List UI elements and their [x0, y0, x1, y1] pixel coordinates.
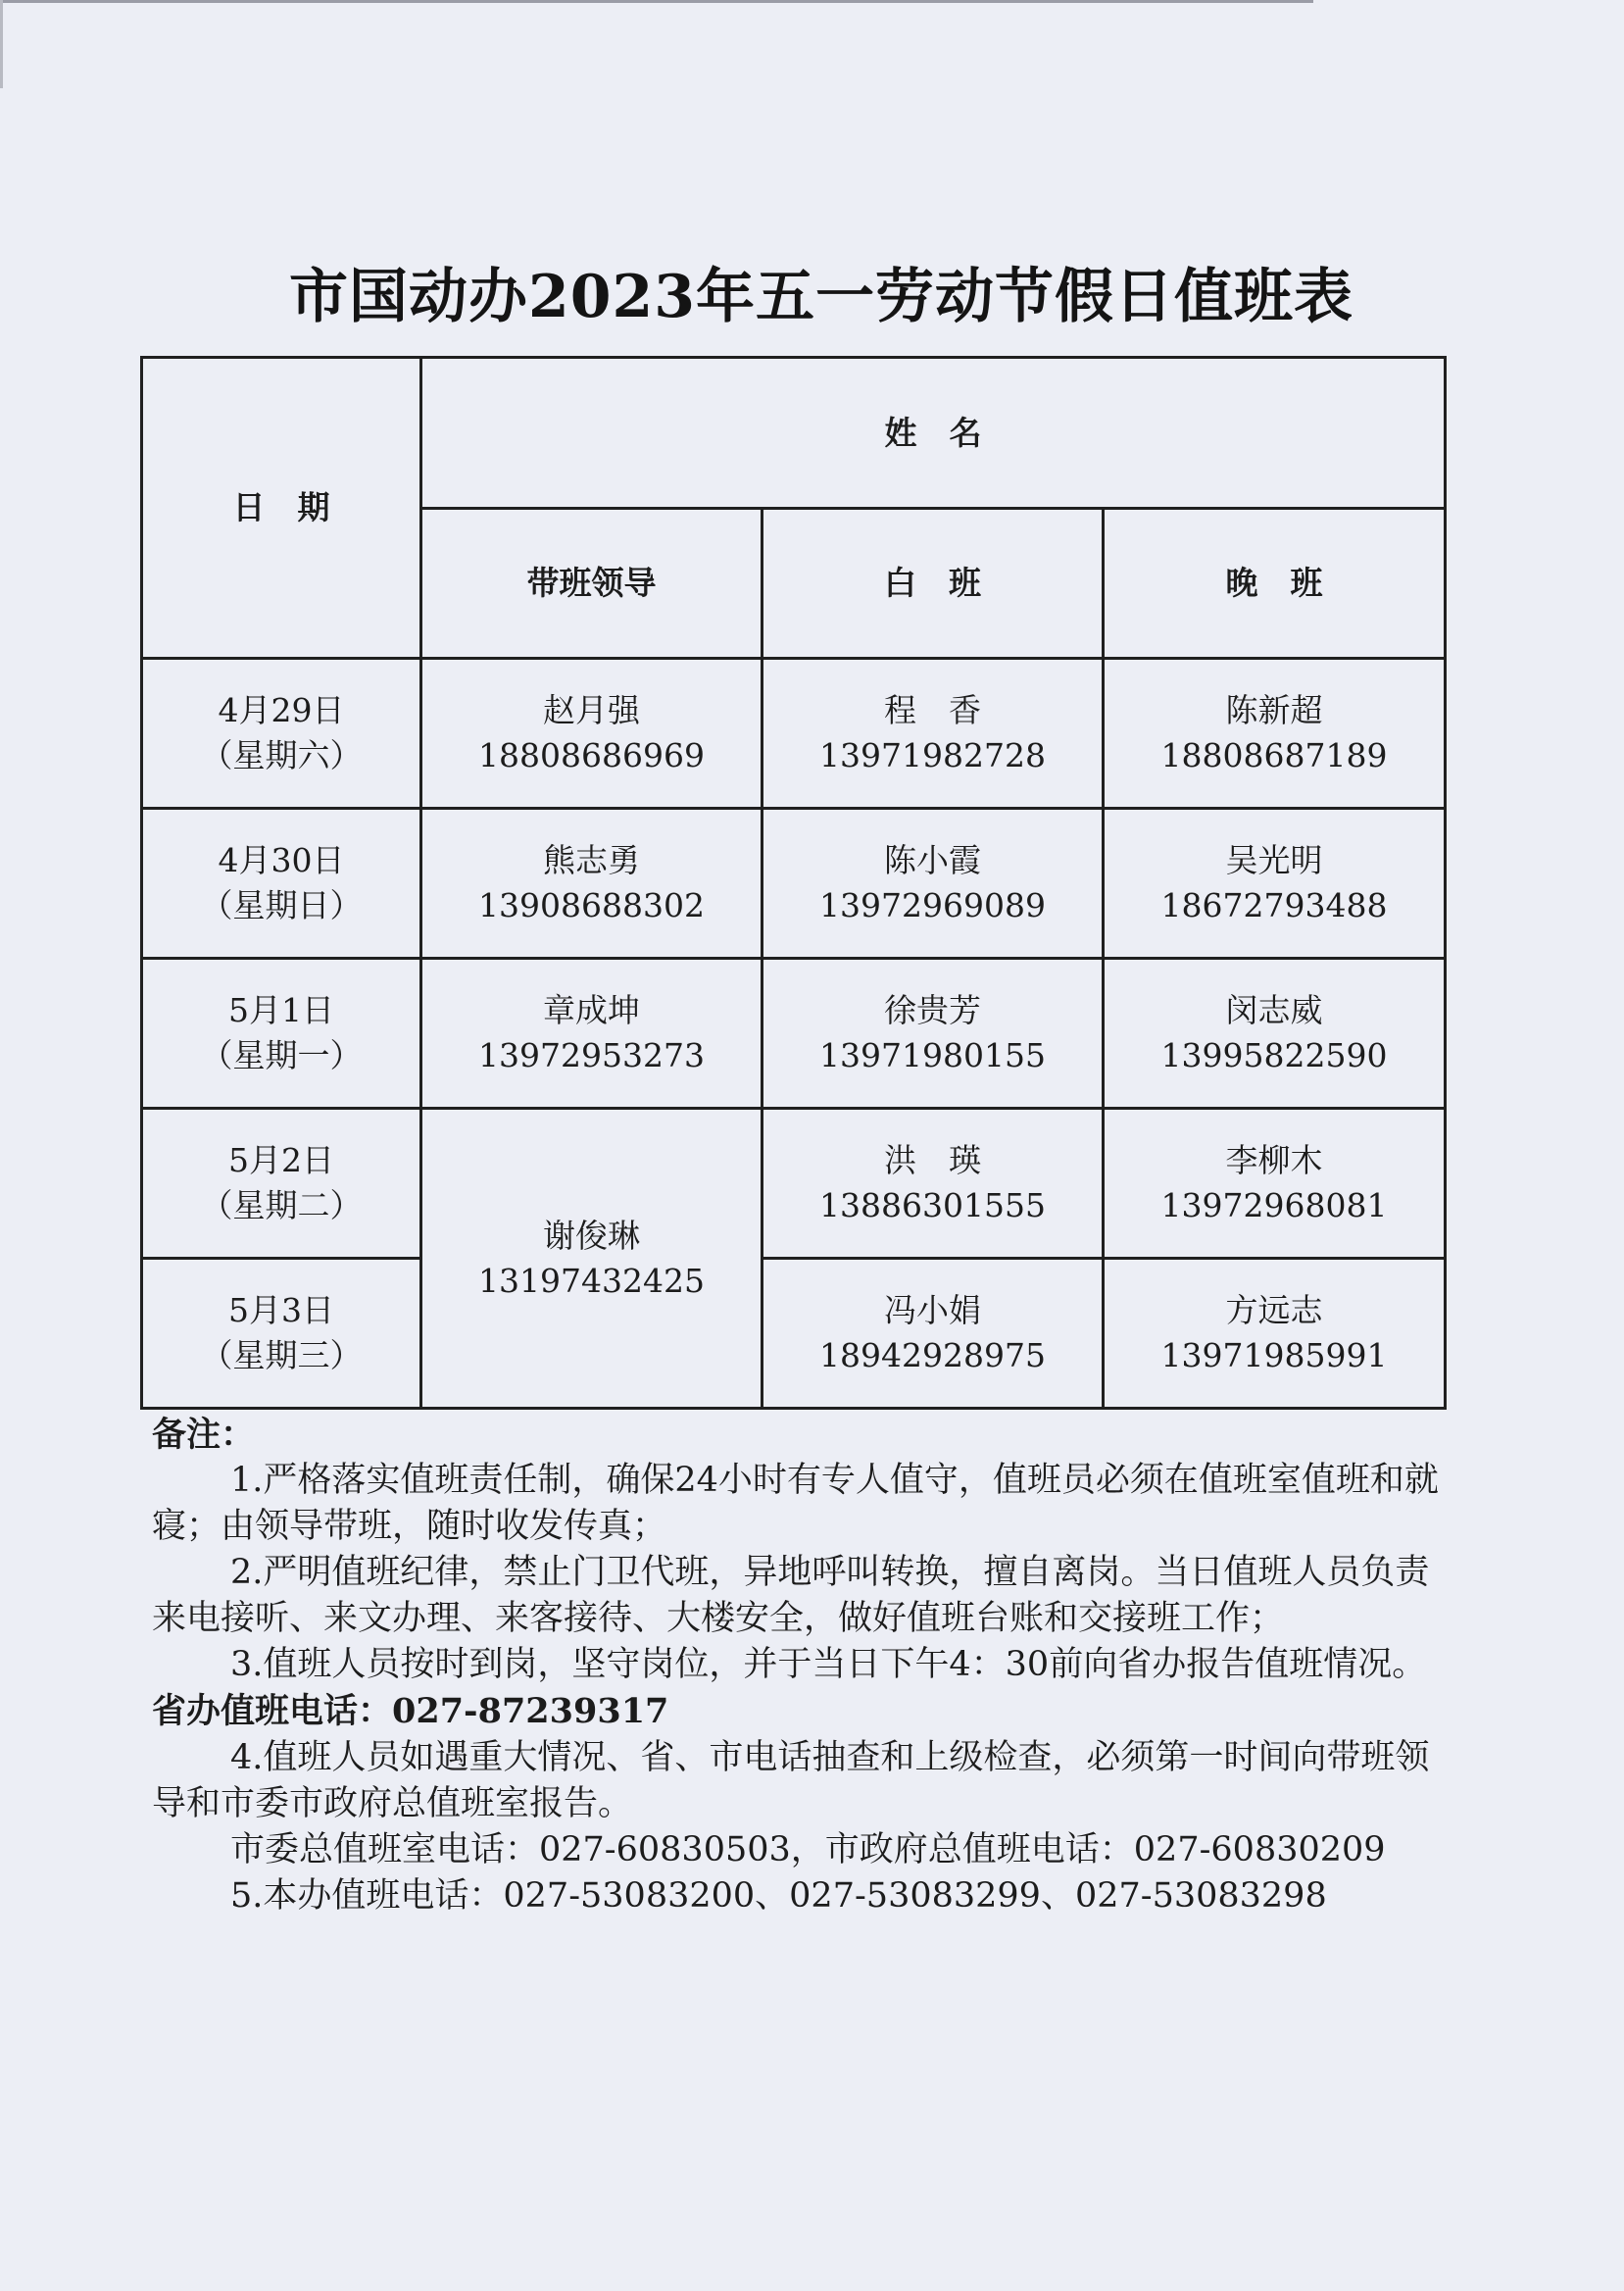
- leader-cell: [421, 959, 763, 1109]
- date-cell: [142, 659, 421, 809]
- weekday: （星期二）: [200, 1186, 363, 1224]
- table-row: [142, 1109, 1446, 1259]
- day-shift-phone: 18942928975: [819, 1336, 1046, 1374]
- header-row-1: [142, 358, 1446, 509]
- note-3: [152, 1642, 1455, 1735]
- date: 4月30日: [218, 841, 345, 879]
- leader-cell: [421, 659, 763, 809]
- night-shift-cell: [1104, 659, 1446, 809]
- leader-phone: 13197432425: [478, 1261, 705, 1300]
- leader-phone: 18808686969: [478, 736, 705, 774]
- day-shift-cell: [763, 1109, 1104, 1259]
- day-shift-cell: [763, 1259, 1104, 1409]
- day-shift-name: 洪 瑛: [884, 1141, 981, 1179]
- notes-section: [152, 1412, 1455, 1919]
- weekday: （星期六）: [200, 736, 363, 774]
- leader-name: 熊志勇: [543, 841, 640, 879]
- night-shift-phone: 18672793488: [1160, 886, 1388, 924]
- night-shift-phone: 13971985991: [1160, 1336, 1388, 1374]
- leader-name: 赵月强: [543, 691, 640, 729]
- night-shift-phone: 18808687189: [1160, 736, 1388, 774]
- date-cell: [142, 1259, 421, 1409]
- page-title: 市国动办2023年五一劳动节假日值班表: [289, 263, 1353, 331]
- note-1: 1.严格落实值班责任制，确保24小时有专人值守，值班员必须在值班室值班和就寝；由领导带班，随时收发传真；: [152, 1461, 1439, 1546]
- leader-name: 章成坤: [543, 991, 640, 1029]
- night-shift-name: 方远志: [1225, 1291, 1323, 1329]
- date: 4月29日: [218, 691, 345, 729]
- page-edge: [0, 0, 1313, 3]
- night-shift-name: 李柳木: [1225, 1141, 1323, 1179]
- night-shift-header: 晚 班: [1104, 509, 1446, 659]
- night-shift-cell: [1104, 1109, 1446, 1259]
- table-row: [142, 659, 1446, 809]
- day-shift-header: 白 班: [763, 509, 1104, 659]
- day-shift-cell: [763, 809, 1104, 959]
- page-edge-left: [0, 0, 3, 88]
- leader-header: 带班领导: [421, 509, 763, 659]
- note-4: 4.值班人员如遇重大情况、省、市电话抽查和上级检查，必须第一时间向带班领导和市委市政府总值班室报告。: [152, 1738, 1430, 1823]
- note-3-text: 3.值班人员按时到岗，坚守岗位，并于当日下午4：30前向省办报告值班情况。: [230, 1645, 1427, 1684]
- name-header: 姓 名: [421, 358, 1446, 509]
- provincial-duty-phone: 省办值班电话：027-87239317: [152, 1691, 669, 1731]
- day-shift-name: 冯小娟: [884, 1291, 981, 1329]
- night-shift-name: 吴光明: [1225, 841, 1323, 879]
- date: 5月3日: [228, 1291, 334, 1329]
- leader-cell-merged: [421, 1109, 763, 1409]
- table-row: [142, 959, 1446, 1109]
- weekday: （星期一）: [200, 1036, 363, 1074]
- date-cell: [142, 1109, 421, 1259]
- leader-phone: 13908688302: [478, 886, 705, 924]
- leader-phone: 13972953273: [478, 1036, 705, 1074]
- night-shift-phone: 13972968081: [1160, 1186, 1388, 1224]
- table-row: [142, 1259, 1446, 1409]
- date: 5月2日: [228, 1141, 334, 1179]
- night-shift-cell: [1104, 959, 1446, 1109]
- day-shift-phone: 13972969089: [819, 886, 1046, 924]
- date: 5月1日: [228, 991, 334, 1029]
- night-shift-name: 闵志威: [1225, 991, 1323, 1029]
- note-2: 2.严明值班纪律，禁止门卫代班，异地呼叫转换，擅自离岗。当日值班人员负责来电接听、来文办理、来客接待、大楼安全，做好值班台账和交接班工作；: [152, 1553, 1430, 1638]
- day-shift-name: 程 香: [884, 691, 981, 729]
- note-5: 5.本办值班电话：027-53083200、027-53083299、027-53083298: [230, 1876, 1327, 1916]
- date-cell: [142, 959, 421, 1109]
- day-shift-cell: [763, 959, 1104, 1109]
- day-shift-name: 徐贵芳: [884, 991, 981, 1029]
- night-shift-cell: [1104, 809, 1446, 959]
- weekday: （星期日）: [200, 886, 363, 924]
- day-shift-phone: 13971982728: [819, 736, 1046, 774]
- leader-cell: [421, 809, 763, 959]
- leader-name: 谢俊琳: [543, 1216, 640, 1255]
- night-shift-phone: 13995822590: [1160, 1036, 1388, 1074]
- date-header: 日 期: [142, 358, 421, 659]
- night-shift-name: 陈新超: [1225, 691, 1323, 729]
- notes-label: 备注：: [152, 1415, 256, 1455]
- weekday: （星期三）: [200, 1336, 363, 1374]
- day-shift-phone: 13971980155: [819, 1036, 1046, 1074]
- night-shift-cell: [1104, 1259, 1446, 1409]
- note-4-phones: 市委总值班室电话：027-60830503，市政府总值班电话：027-60830209: [230, 1830, 1386, 1869]
- date-cell: [142, 809, 421, 959]
- day-shift-name: 陈小霞: [884, 841, 981, 879]
- table-row: [142, 809, 1446, 959]
- day-shift-phone: 13886301555: [819, 1186, 1046, 1224]
- day-shift-cell: [763, 659, 1104, 809]
- duty-roster-table: [140, 356, 1447, 1410]
